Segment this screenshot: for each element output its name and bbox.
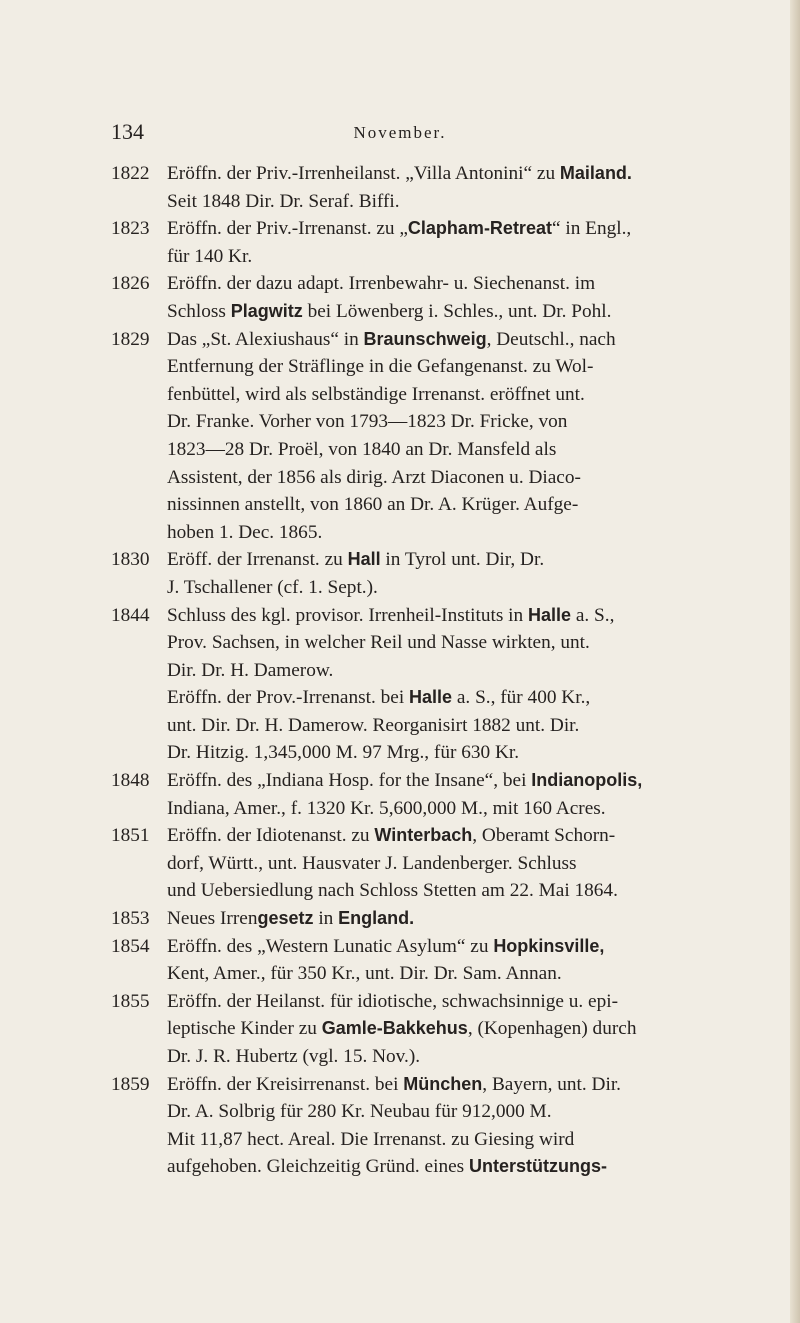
place-name: Hall — [347, 549, 381, 570]
text-segment: Mit 11,87 hect. Areal. Die Irrenanst. zu Giesing wird — [167, 1128, 575, 1150]
text-line — [167, 1071, 731, 1099]
text-segment: 1823—28 Dr. Proël, von 1840 an Dr. Mansfeld als — [167, 438, 557, 460]
text-segment: Eröffn. der Kreisirrenanst. bei — [167, 1073, 404, 1095]
text-line — [167, 188, 731, 216]
entry-text — [167, 270, 731, 325]
text-segment: , Deutschl., nach — [486, 328, 616, 350]
entry-text — [167, 215, 731, 270]
text-segment: bei Löwenberg i. Schles., unt. Dr. Pohl. — [302, 300, 612, 322]
text-segment: , (Kopenhagen) durch — [467, 1018, 637, 1040]
text-line — [167, 960, 731, 988]
text-segment: Eröffn. der Priv.-Irrenheilanst. „Villa Antonini“ zu — [167, 163, 560, 184]
text-segment: Assistent, der 1856 als dirig. Arzt Diaconen u. Diaco- — [167, 466, 581, 488]
text-line — [167, 684, 731, 712]
text-line — [167, 933, 731, 961]
entry-1848 — [111, 767, 731, 822]
text-segment: Dr. Franke. Vorher von 1793—1823 Dr. Fricke, von — [167, 411, 568, 433]
entry-year: 1829 — [111, 328, 150, 350]
text-line — [167, 629, 731, 657]
text-line — [167, 408, 731, 436]
running-title: November. — [353, 123, 447, 142]
entry-1829 — [111, 326, 731, 547]
text-line — [167, 739, 731, 767]
entry-year: 1830 — [111, 549, 150, 571]
text-segment: fenbüttel, wird als selbständige Irrenanst. eröffnet unt. — [167, 383, 585, 405]
text-segment: Eröffn. der Priv.-Irrenanst. zu „ — [167, 218, 408, 240]
entry-1822 — [111, 160, 731, 215]
text-line — [167, 270, 731, 298]
text-line — [167, 1126, 731, 1154]
text-segment: in Tyrol unt. Dir, Dr. — [380, 549, 545, 571]
entry-year: 1854 — [111, 935, 150, 957]
text-line — [167, 657, 731, 685]
text-segment: Dir. Dr. H. Damerow. — [167, 659, 334, 681]
text-line — [167, 215, 731, 243]
place-name: Clapham-Retreat — [407, 218, 552, 239]
text-line — [167, 822, 731, 850]
entry-text — [167, 822, 731, 905]
entry-text — [167, 326, 731, 547]
text-line — [167, 243, 731, 271]
place-name: München — [403, 1073, 483, 1094]
text-segment: Eröff. der Irrenanst. zu — [167, 549, 348, 571]
text-line — [167, 519, 731, 547]
entry-text — [167, 767, 731, 822]
text-segment: a. S., — [571, 604, 615, 626]
text-segment: Eröffn. der Prov.-Irrenanst. bei — [167, 687, 410, 709]
text-line — [167, 381, 731, 409]
entry-1853 — [111, 905, 731, 933]
text-segment: “ in Engl., — [551, 218, 632, 240]
text-segment: in — [313, 908, 339, 930]
entry-1826 — [111, 270, 731, 325]
text-segment: Eröffn. des „Western Lunatic Asylum“ zu — [167, 935, 494, 957]
text-line — [167, 877, 731, 905]
entry-text — [167, 546, 731, 601]
place-name: Mailand. — [559, 163, 632, 183]
text-segment: und Uebersiedlung nach Schloss Stetten am 22. Mai 1864. — [167, 880, 618, 902]
entry-1851 — [111, 822, 731, 905]
text-segment: hoben 1. Dec. 1865. — [167, 521, 323, 543]
place-name: gesetz — [257, 908, 314, 929]
text-line — [167, 1043, 731, 1071]
text-segment: Indiana, Amer., f. 1320 Kr. 5,600,000 M., mit 160 Acres. — [167, 797, 606, 819]
text-line — [167, 160, 731, 188]
entry-text — [167, 1071, 731, 1181]
chronology-entries — [111, 160, 731, 1181]
entry-text — [167, 905, 731, 933]
entry-1823 — [111, 215, 731, 270]
entry-text — [167, 160, 731, 215]
place-name: Hopkinsville, — [493, 935, 605, 956]
place-name: England. — [338, 908, 415, 929]
text-line — [167, 574, 731, 602]
text-line — [167, 767, 731, 795]
place-name: Winterbach — [374, 825, 473, 846]
text-segment: unt. Dir. Dr. H. Damerow. Reorganisirt 1882 unt. Dir. — [167, 714, 580, 736]
text-segment: für 140 Kr. — [167, 245, 253, 267]
text-line — [167, 1153, 731, 1181]
text-segment: leptische Kinder zu — [167, 1018, 322, 1040]
page-edge-shadow — [790, 0, 800, 1323]
place-name: Indianopolis, — [531, 770, 643, 791]
text-segment: nissinnen anstellt, von 1860 an Dr. A. Krüger. Aufge- — [167, 494, 579, 516]
text-line — [167, 905, 731, 933]
entry-year: 1859 — [111, 1073, 150, 1095]
entry-1855 — [111, 988, 731, 1071]
place-name: Halle — [409, 687, 453, 708]
text-segment: a. S., für 400 Kr., — [452, 687, 591, 709]
entry-year: 1855 — [111, 990, 150, 1012]
text-line — [167, 326, 731, 354]
text-segment: , Bayern, unt. Dir. — [482, 1073, 621, 1095]
text-line — [167, 546, 731, 574]
place-name: Unterstützungs- — [468, 1156, 607, 1177]
text-segment: Seit 1848 Dir. Dr. Seraf. Biffi. — [167, 190, 400, 212]
entry-1844 — [111, 602, 731, 768]
entry-text — [167, 933, 731, 988]
text-segment: Eröffn. der Idiotenanst. zu — [167, 825, 375, 847]
text-line — [167, 1098, 731, 1126]
entry-1859 — [111, 1071, 731, 1181]
entry-year: 1822 — [111, 163, 150, 184]
text-line — [167, 464, 731, 492]
entry-text — [167, 988, 731, 1071]
text-line — [167, 850, 731, 878]
entry-year: 1823 — [111, 218, 150, 240]
place-name: Gamle-Bakkehus — [321, 1018, 468, 1039]
place-name: Plagwitz — [230, 300, 303, 321]
text-segment: J. Tschallener (cf. 1. Sept.). — [167, 576, 378, 598]
place-name: Braunschweig — [363, 328, 487, 349]
entry-year: 1851 — [111, 825, 150, 847]
page-header — [0, 119, 800, 149]
text-segment: Dr. A. Solbrig für 280 Kr. Neubau für 912,000 M. — [167, 1101, 552, 1123]
place-name: Halle — [527, 604, 571, 625]
text-segment: aufgehoben. Gleichzeitig Gründ. eines — [167, 1156, 469, 1178]
text-segment: Prov. Sachsen, in welcher Reil und Nasse wirkten, unt. — [167, 632, 590, 654]
text-line — [167, 1015, 731, 1043]
text-segment: dorf, Württ., unt. Hausvater J. Landenberger. Schluss — [167, 852, 577, 874]
text-segment: Dr. Hitzig. 1,345,000 M. 97 Mrg., für 630 Kr. — [167, 742, 520, 764]
entry-year: 1826 — [111, 273, 150, 295]
text-segment: Eröffn. des „Indiana Hosp. for the Insane“, bei — [167, 770, 532, 792]
text-segment: Schloss — [167, 300, 231, 322]
entry-1830 — [111, 546, 731, 601]
text-line — [167, 795, 731, 823]
text-line — [167, 298, 731, 326]
text-segment: Eröffn. der Heilanst. für idiotische, schwachsinnige u. epi- — [167, 990, 619, 1012]
entry-year: 1844 — [111, 604, 150, 626]
text-segment: Das „St. Alexiushaus“ in — [167, 328, 364, 350]
text-segment: Kent, Amer., für 350 Kr., unt. Dir. Dr. Sam. Annan. — [167, 963, 562, 985]
entry-year: 1853 — [111, 908, 150, 930]
entry-year: 1848 — [111, 770, 150, 792]
text-segment: Entfernung der Sträflinge in die Gefangenanst. zu Wol- — [167, 356, 594, 378]
text-line — [167, 712, 731, 740]
text-line — [167, 602, 731, 630]
text-line — [167, 988, 731, 1016]
text-segment: Eröffn. der dazu adapt. Irrenbewahr- u. Siechenanst. im — [167, 273, 596, 295]
text-segment: Neues Irren — [167, 908, 258, 930]
text-line — [167, 353, 731, 381]
text-line — [167, 491, 731, 519]
entry-text — [167, 602, 731, 768]
entry-1854 — [111, 933, 731, 988]
text-segment: Schluss des kgl. provisor. Irrenheil-Instituts in — [167, 604, 528, 626]
text-segment: , Oberamt Schorn- — [472, 825, 616, 847]
text-line — [167, 436, 731, 464]
text-segment: Dr. J. R. Hubertz (vgl. 15. Nov.). — [167, 1046, 421, 1067]
page-number: 134 — [111, 119, 144, 144]
